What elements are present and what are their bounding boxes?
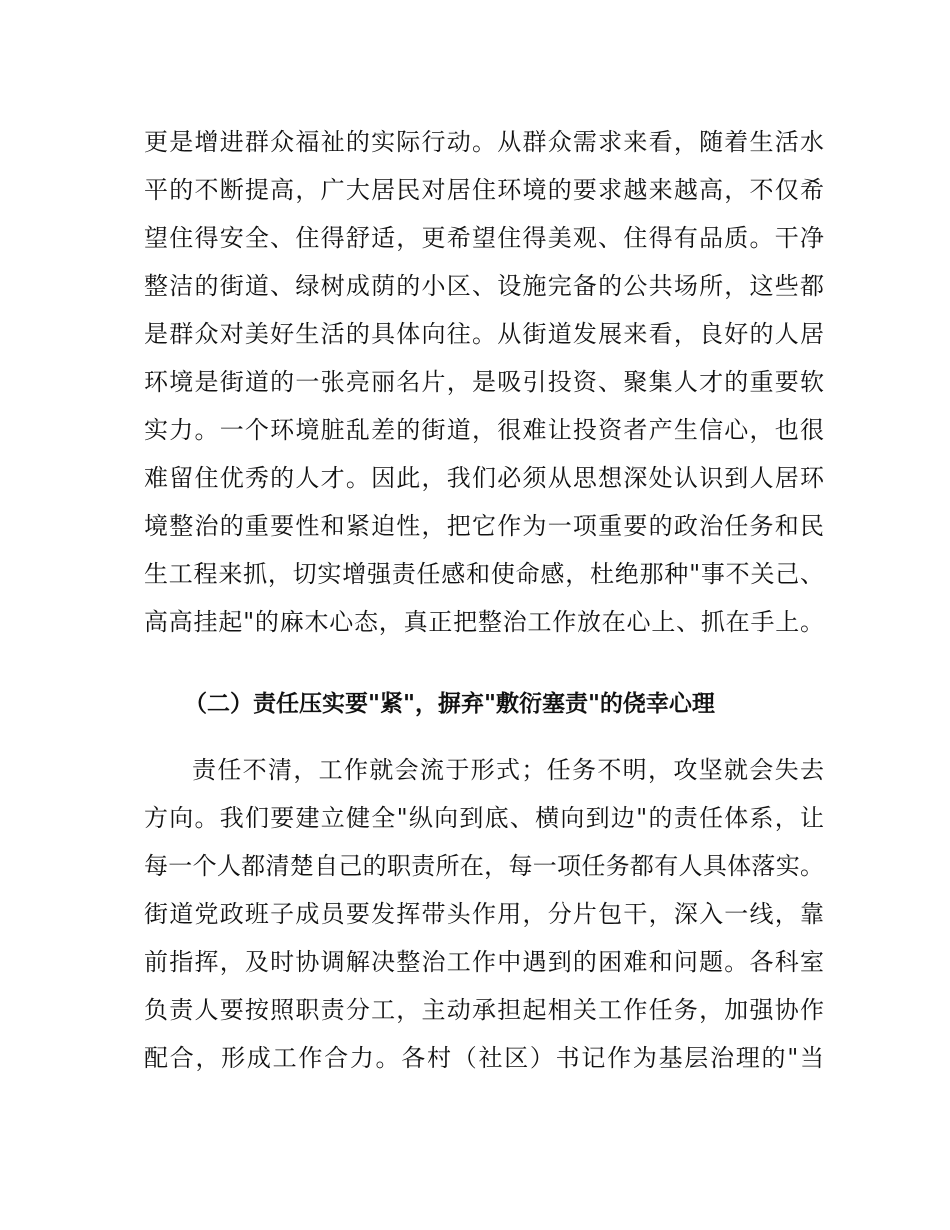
paragraph-1-line: 平的不断提高，广大居民对居住环境的要求越来越高，不仅希 <box>144 176 824 204</box>
section-heading: （二）责任压实要"紧"，摒弃"敷衍塞责"的侥幸心理 <box>184 691 715 717</box>
paragraph-2-line: 责任不清，工作就会流于形式；任务不明，攻坚就会失去 <box>192 756 824 784</box>
paragraph-1-line: 环境是街道的一张亮丽名片，是吸引投资、聚集人才的重要软 <box>144 368 824 396</box>
paragraph-1-line: 整洁的街道、绿树成荫的小区、设施完备的公共场所，这些都 <box>144 272 824 300</box>
paragraph-1-line: 生工程来抓，切实增强责任感和使命感，杜绝那种"事不关己、 <box>144 560 824 588</box>
paragraph-1-line: 望住得安全、住得舒适，更希望住得美观、住得有品质。干净 <box>144 224 824 252</box>
paragraph-2-line: 每一个人都清楚自己的职责所在，每一项任务都有人具体落实。 <box>144 852 824 880</box>
paragraph-1-line: 境整治的重要性和紧迫性，把它作为一项重要的政治任务和民 <box>144 512 824 540</box>
paragraph-2-line: 方向。我们要建立健全"纵向到底、横向到边"的责任体系，让 <box>144 804 824 832</box>
paragraph-1-line: 是群众对美好生活的具体向往。从街道发展来看，良好的人居 <box>144 320 824 348</box>
paragraph-1-line: 实力。一个环境脏乱差的街道，很难让投资者产生信心，也很 <box>144 416 824 444</box>
paragraph-2-line: 街道党政班子成员要发挥带头作用，分片包干，深入一线，靠 <box>144 900 824 928</box>
paragraph-2-line: 配合，形成工作合力。各村（社区）书记作为基层治理的"当 <box>144 1044 824 1072</box>
paragraph-2-line: 负责人要按照职责分工，主动承担起相关工作任务，加强协作 <box>144 996 824 1024</box>
paragraph-1-line: 难留住优秀的人才。因此，我们必须从思想深处认识到人居环 <box>144 464 824 492</box>
paragraph-1-line: 更是增进群众福祉的实际行动。从群众需求来看，随着生活水 <box>144 128 824 156</box>
paragraph-1-line: 高高挂起"的麻木心态，真正把整治工作放在心上、抓在手上。 <box>144 608 824 636</box>
paragraph-2-line: 前指挥，及时协调解决整治工作中遇到的困难和问题。各科室 <box>144 948 824 976</box>
